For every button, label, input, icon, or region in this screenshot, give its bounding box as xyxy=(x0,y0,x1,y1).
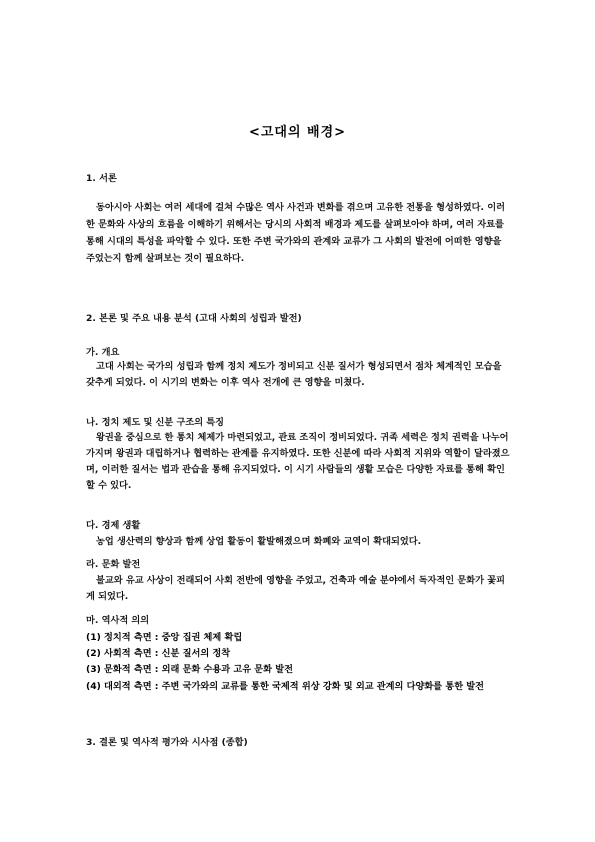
list-item: (1) 정치적 측면 : 중앙 집권 체제 확립 xyxy=(86,632,243,643)
document-title: <고대의 배경> xyxy=(248,125,347,140)
list-item: (3) 문화적 측면 : 외래 문화 수용과 고유 문화 발전 xyxy=(86,664,294,675)
section-heading-conclusion: 3. 결론 및 역사적 평가와 시사점 (종합) xyxy=(86,737,248,748)
paragraph-overview: 고대 사회는 국가의 성립과 함께 정치 제도가 정비되고 신분 질서가 형성되면서 점차 체계적인 모습을 갖추게 되었다. 이 시기의 변화는 이후 역사 전개에 큰 영향을 미쳤다. xyxy=(86,361,502,388)
subheading-overview: 가. 개요 xyxy=(86,347,120,358)
list-item: (4) 대외적 측면 : 주변 국가와의 교류를 통한 국제적 위상 강화 및 외교 관계의 다양화를 통한 발전 xyxy=(86,681,485,692)
list-item: (2) 사회적 측면 : 신분 질서의 정착 xyxy=(86,648,231,659)
paragraph-culture: 불교와 유교 사상이 전래되어 사회 전반에 영향을 주었고, 건축과 예술 분야에서 독자적인 문화가 꽃피게 되었다. xyxy=(86,575,505,602)
section-heading-main: 2. 본론 및 주요 내용 분석 (고대 사회의 성립과 발전) xyxy=(86,313,302,324)
subheading-economy: 다. 경제 생활 xyxy=(86,520,141,531)
section-heading-intro: 1. 서론 xyxy=(86,173,117,184)
subheading-significance: 마. 역사적 의의 xyxy=(86,615,150,626)
subheading-culture: 라. 문화 발전 xyxy=(86,559,141,570)
paragraph-politics: 왕권을 중심으로 한 통치 체제가 마련되었고, 관료 조직이 정비되었다. 귀족 세력은 정치 권력을 나누어 가지며 왕권과 대립하거나 협력하는 관계를 유지하였다. 또한 신분에 따라 사회적 지위와 역할이 달라졌으며, 이러한 질서는 법과 관습을 통해 유지되었다. 이 시기 사람들의 생활 모습은 다양한 자료를 통해 확인할 수 있다. xyxy=(86,432,510,491)
paragraph-intro: 동아시아 사회는 여러 세대에 걸쳐 수많은 역사 사건과 변화를 겪으며 고유한 전통을 형성하였다. 이러한 문화와 사상의 흐름을 이해하기 위해서는 당시의 사회적 배경과 제도를 살펴보아야 하며, 여러 자료를 통해 시대의 특성을 파악할 수 있다. 또한 주변 국가와의 관계와 교류가 그 사회의 발전에 어떠한 영향을 주었는지 함께 살펴보는 것이 필요하다. xyxy=(86,202,505,264)
subheading-politics: 나. 정치 제도 및 신분 구조의 특징 xyxy=(86,417,225,428)
paragraph-economy: 농업 생산력의 향상과 함께 상업 활동이 활발해졌으며 화폐와 교역이 확대되었다. xyxy=(96,536,422,547)
